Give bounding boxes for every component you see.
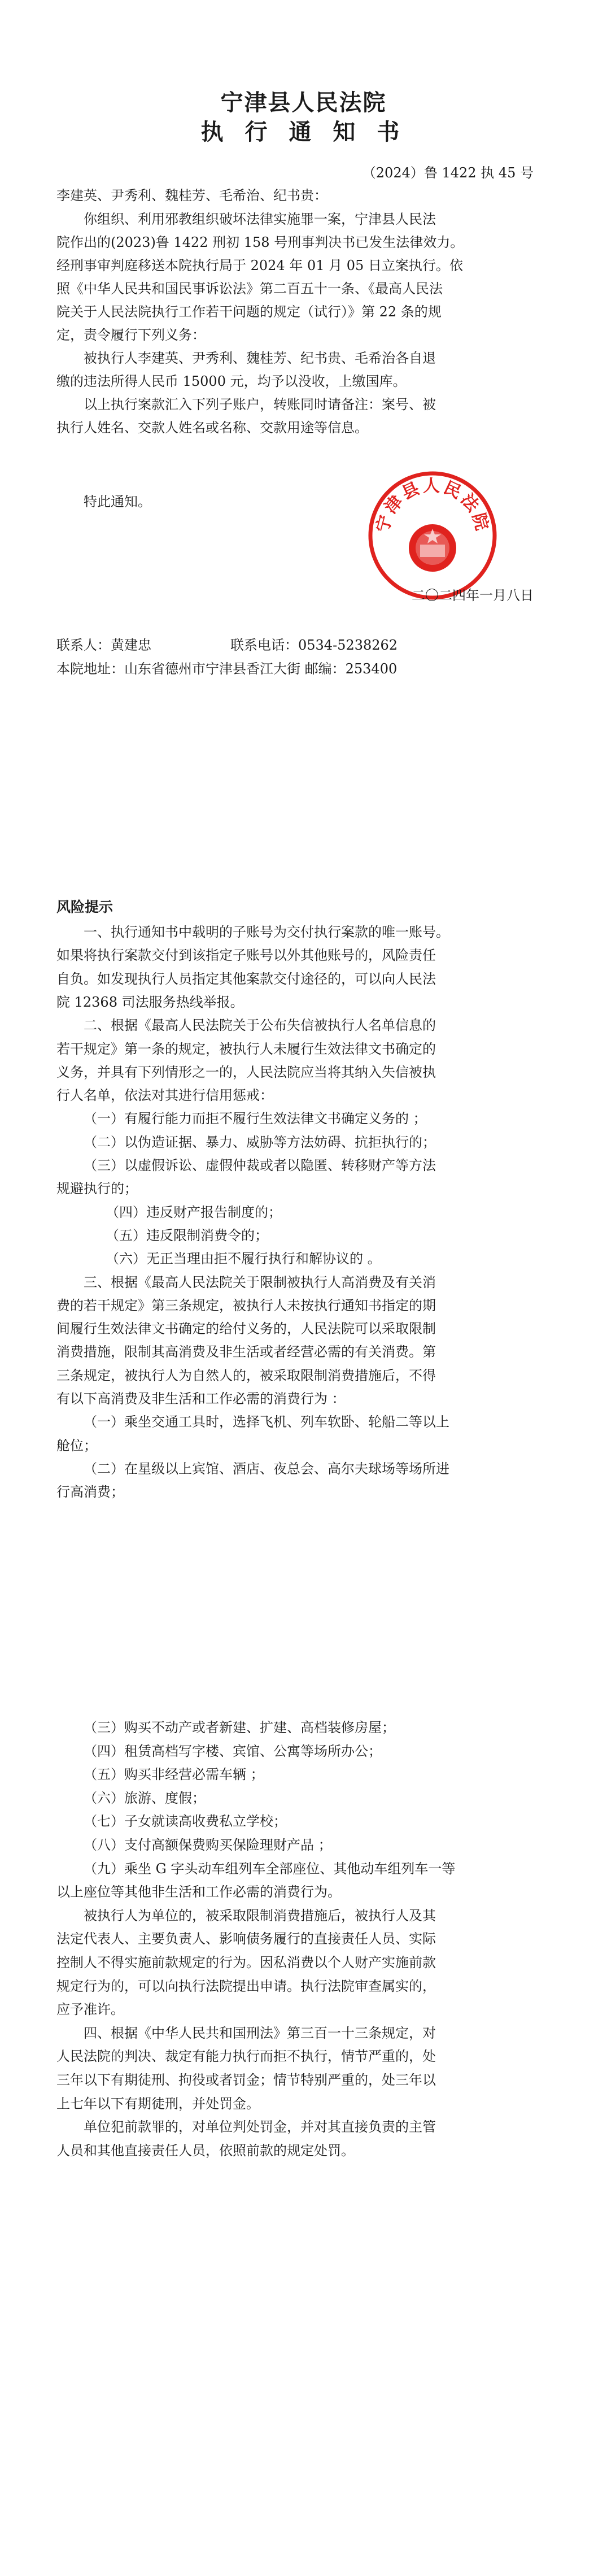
contact-phone: 联系电话：0534-5238262 — [230, 637, 398, 653]
notice-paragraph-line: 缴的违法所得人民币 15000 元，均予以没收，上缴国库。 — [56, 373, 407, 389]
risk-warning-line: （二）以伪造证据、暴力、威胁等方法妨碍、抗拒执行的； — [84, 1134, 436, 1150]
risk-warning-line: （二）在星级以上宾馆、酒店、夜总会、高尔夫球场等场所进 — [84, 1460, 449, 1477]
risk-warning-line: 三、根据《最高人民法院关于限制被执行人高消费及有关消 — [84, 1274, 436, 1290]
risk-warning-line: 控制人不得实施前款规定的行为。因私消费以个人财产实施前款 — [56, 1955, 436, 1970]
risk-warning-line: （一）乘坐交通工具时，选择飞机、列车软卧、轮船二等以上 — [84, 1414, 449, 1430]
risk-warning-title: 风险提示 — [56, 899, 113, 915]
risk-warning-line: 单位犯前款罪的，对单位判处罚金，并对其直接负责的主管 — [84, 2119, 436, 2135]
notice-date: 二〇二四年一月八日 — [412, 588, 534, 603]
risk-warning-line: 间履行生效法律文书确定的给付义务的，人民法院可以采取限制 — [56, 1321, 436, 1337]
risk-warning-line: （四）违反财产报告制度的； — [106, 1204, 282, 1220]
seal-text: 宁津县人民法院 — [373, 476, 492, 535]
risk-warning-line: 行人名单，依法对其进行信用惩戒： — [56, 1087, 273, 1104]
risk-warning-line: 院 12368 司法服务热线举报。 — [56, 994, 244, 1010]
court-name: 宁津县人民法院 — [220, 90, 387, 116]
notice-paragraph-line: 被执行人李建英、尹秀利、魏桂芳、纪书贵、毛希治各自退 — [84, 350, 436, 366]
document-title: 执 行 通 知 书 — [200, 119, 407, 145]
risk-warning-line: 舱位； — [56, 1437, 97, 1454]
risk-warning-line: （九）乘坐 G 字头动车组列车全部座位、其他动车组列车一等 — [84, 1860, 456, 1877]
risk-warning-line: （六）无正当理由拒不履行执行和解协议的 。 — [106, 1251, 381, 1267]
risk-warning-line: 四、根据《中华人民共和国刑法》第三百一十三条规定，对 — [84, 2025, 436, 2041]
risk-warning-line: 一、执行通知书中载明的子账号为交付执行案款的唯一账号。 — [84, 924, 449, 940]
risk-warning-line: 人员和其他直接责任人员，依照前款的规定处罚。 — [56, 2142, 355, 2159]
risk-warning-line: （一）有履行能力而拒不履行生效法律文书确定义务的 ； — [84, 1111, 427, 1127]
notice-paragraph-line: 执行人姓名、交款人姓名或名称、交款用途等信息。 — [56, 420, 368, 436]
risk-warning-line: 有以下高消费及非生活和工作必需的消费行为 ： — [56, 1391, 346, 1407]
risk-warning-line: 如果将执行案款交付到该指定子账号以外其他账号的，风险责任 — [56, 947, 436, 964]
risk-warning-line: （五）购买非经营必需车辆 ； — [84, 1766, 264, 1783]
risk-warning-line: （三）购买不动产或者新建、扩建、高档装修房屋； — [84, 1720, 395, 1735]
risk-warning-line: 行高消费； — [56, 1484, 124, 1500]
risk-warning-line: 二、根据《最高人民法院关于公布失信被执行人名单信息的 — [84, 1017, 436, 1034]
notice-paragraph-line: 你组织、利用邪教组织破坏法律实施罪一案，宁津县人民法 — [84, 211, 436, 227]
risk-warning-line: （四）租赁高档写字楼、宾馆、公寓等场所办公； — [84, 1743, 382, 1759]
risk-warning-line: 消费措施，限制其高消费及非生活或者经营必需的有关消费。第 — [56, 1344, 436, 1360]
contact-person: 联系人：黄建忠 — [56, 637, 151, 653]
case-number: （2024）鲁 1422 执 45 号 — [362, 165, 534, 181]
notice-paragraph-line: 院作出的(2023)鲁 1422 刑初 158 号刑事判决书已发生法律效力。 — [56, 234, 464, 250]
risk-warning-line: （五）违反限制消费令的； — [106, 1227, 268, 1243]
risk-warning-line: 三条规定，被执行人为自然人的，被采取限制消费措施后，不得 — [56, 1367, 436, 1383]
risk-warning-line: 规避执行的； — [56, 1181, 138, 1197]
risk-warning-line: 应予准许。 — [56, 2001, 124, 2018]
risk-warning-line: 三年以下有期徒刑、拘役或者罚金；情节特别严重的，处三年以 — [56, 2072, 436, 2088]
risk-warning-line: （三）以虚假诉讼、虚假仲裁或者以隐匿、转移财产等方法 — [84, 1158, 436, 1173]
closing-text: 特此通知。 — [84, 494, 151, 510]
notice-paragraph-line: 以上执行案款汇入下列子账户，转账同时请备注：案号、被 — [84, 397, 436, 412]
risk-warning-line: 若干规定》第一条的规定，被执行人未履行生效法律文书确定的 — [56, 1041, 436, 1057]
risk-warning-line: （七）子女就读高收费私立学校； — [84, 1813, 287, 1830]
notice-paragraph-line: 经刑事审判庭移送本院执行局于 2024 年 01 月 05 日立案执行。依 — [56, 258, 463, 273]
risk-warning-line: 以上座位等其他非生活和工作必需的消费行为。 — [56, 1884, 341, 1900]
court-seal — [366, 469, 499, 602]
addressees: 李建英、尹秀利、魏桂芳、毛希治、纪书贵： — [56, 188, 327, 203]
notice-paragraph-line: 院关于人民法院执行工作若干问题的规定（试行）》第 22 条的规 — [56, 304, 442, 320]
risk-warning-line: 被执行人为单位的，被采取限制消费措施后，被执行人及其 — [84, 1907, 436, 1924]
national-emblem-icon — [409, 524, 456, 572]
court-address: 本院地址：山东省德州市宁津县香江大街 邮编：253400 — [56, 661, 398, 677]
notice-paragraph-line: 照《中华人民共和国民事诉讼法》第二百五十一条、《最高人民法 — [56, 281, 443, 297]
risk-warning-line: （六）旅游、度假； — [84, 1790, 206, 1806]
risk-warning-line: 规定行为的，可以向执行法院提出申请。执行法院审查属实的， — [56, 1978, 436, 1994]
risk-warning-line: 人民法院的判决、裁定有能力执行而拒不执行，情节严重的，处 — [56, 2048, 436, 2065]
notice-paragraph-line: 定，责令履行下列义务： — [56, 327, 206, 343]
risk-warning-line: 费的若干规定》第三条规定，被执行人未按执行通知书指定的期 — [56, 1297, 436, 1313]
risk-warning-line: 义务，并具有下列情形之一的，人民法院应当将其纳入失信被执 — [56, 1064, 436, 1080]
risk-warning-line: 自负。如发现执行人员指定其他案款交付途径的，可以向人民法 — [56, 971, 436, 987]
risk-warning-line: 上七年以下有期徒刑，并处罚金。 — [56, 2095, 260, 2112]
risk-warning-line: 法定代表人、主要负责人、影响债务履行的直接责任人员、实际 — [56, 1931, 436, 1947]
risk-warning-line: （八）支付高额保费购买保险理财产品 ； — [84, 1837, 332, 1853]
